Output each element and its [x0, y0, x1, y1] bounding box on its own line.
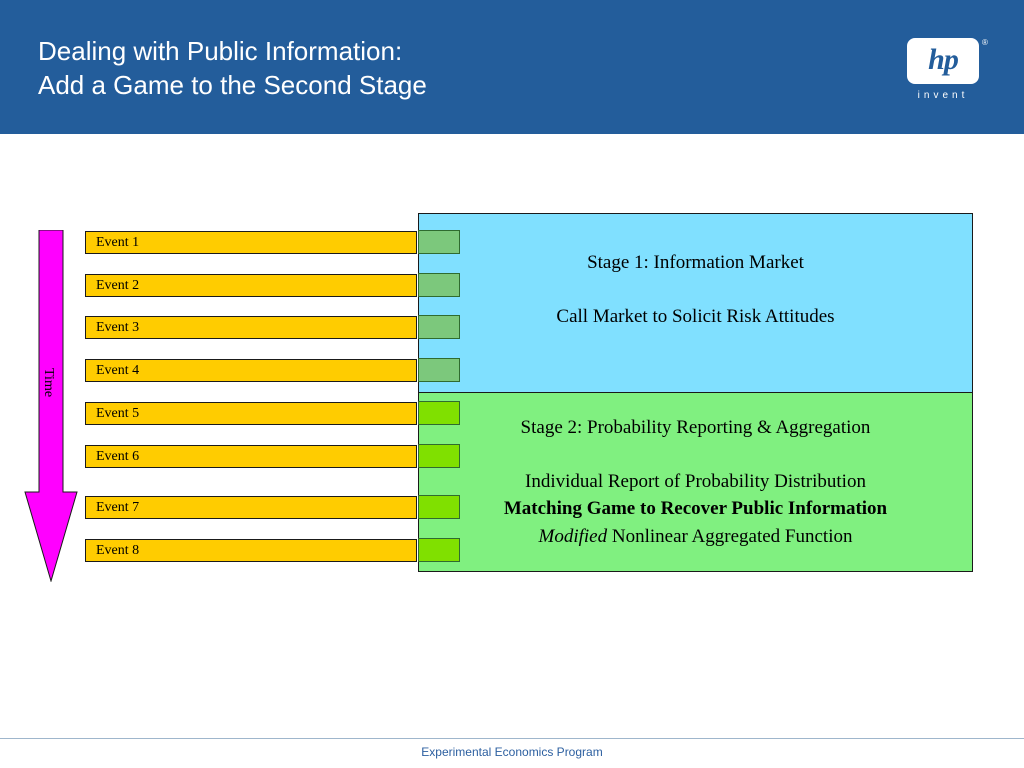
stage-2-line-2: Matching Game to Recover Public Information: [503, 498, 888, 519]
time-arrow-icon: [24, 230, 78, 582]
event-5-connector: [418, 401, 460, 425]
stage-2-box: [418, 392, 973, 572]
footer-divider: [0, 738, 1024, 739]
event-6: Event 6: [85, 445, 417, 468]
stage-1-box: [418, 213, 973, 393]
event-5: Event 5: [85, 402, 417, 425]
stage-2-line-1: Individual Report of Probability Distribution: [525, 471, 866, 492]
event-1: Event 1: [85, 231, 417, 254]
hp-logo-tagline: invent: [917, 90, 969, 101]
stage-2-line-3-italic: Modified: [538, 526, 608, 547]
stage-2-title: Stage 2: Probability Reporting & Aggregation: [520, 417, 871, 438]
stage-2-line-3-rest: Nonlinear Aggregated Function: [607, 526, 853, 547]
event-2: Event 2: [85, 274, 417, 297]
slide-header: [0, 0, 1024, 134]
event-3-connector: [418, 315, 460, 339]
footer-text: Experimental Economics Program: [421, 745, 603, 759]
event-4: Event 4: [85, 359, 417, 382]
event-7-connector: [418, 495, 460, 519]
event-8: Event 8: [85, 539, 417, 562]
event-4-connector: [418, 358, 460, 382]
event-1-connector: [418, 230, 460, 254]
slide-title: [38, 34, 427, 102]
slide-title-line-2: Add a Game to the Second Stage: [38, 70, 427, 100]
event-7: Event 7: [85, 496, 417, 519]
hp-logo-mark: hp: [928, 43, 958, 76]
hp-logo: [907, 38, 988, 102]
slide-title-line-1: Dealing with Public Information:: [38, 36, 403, 66]
event-6-connector: [418, 444, 460, 468]
stage-1-detail: Call Market to Solicit Risk Attitudes: [556, 306, 835, 327]
time-label: Time: [41, 368, 56, 398]
stage-2-line-3: [419, 526, 972, 548]
event-2-connector: [418, 273, 460, 297]
hp-logo-registered: ®: [982, 38, 988, 47]
event-8-connector: [418, 538, 460, 562]
event-3: Event 3: [85, 316, 417, 339]
stage-1-title: Stage 1: Information Market: [587, 252, 804, 273]
hp-logo-badge: [907, 38, 979, 84]
